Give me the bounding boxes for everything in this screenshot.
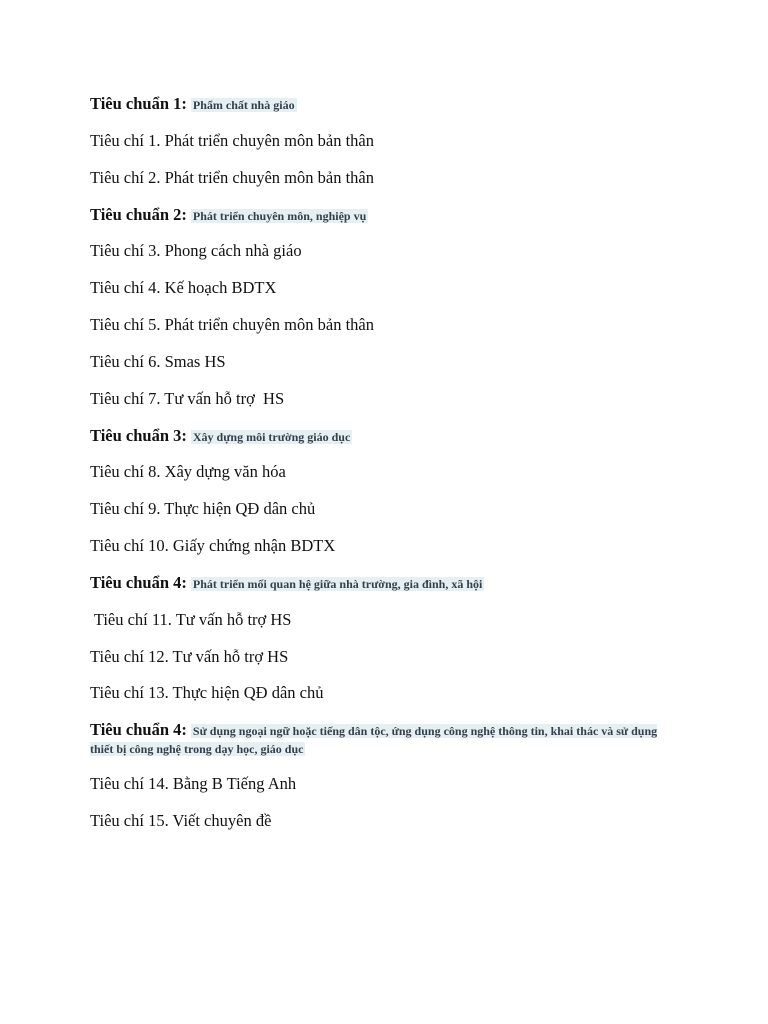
standard-label: Tiêu chuẩn 3: xyxy=(90,426,187,445)
criterion-item: Tiêu chí 15. Viết chuyên đề xyxy=(90,811,272,830)
criterion-item: Tiêu chí 13. Thực hiện QĐ dân chủ xyxy=(90,683,324,702)
criterion-item: Tiêu chí 6. Smas HS xyxy=(90,352,226,371)
criterion-item: Tiêu chí 11. Tư vấn hỗ trợ HS xyxy=(90,610,292,629)
criterion-item: Tiêu chí 9. Thực hiện QĐ dân chủ xyxy=(90,499,316,518)
standard-label: Tiêu chuẩn 4: xyxy=(90,573,187,592)
standard-label: Tiêu chuẩn 4: xyxy=(90,720,187,739)
standard-label: Tiêu chuẩn 1: xyxy=(90,94,187,113)
standard-title: Sử dụng ngoại ngữ hoặc tiếng dân tộc, ứng dụng công nghệ thông tin, khai thác và sử dụng thiết bị công nghệ trong dạy học, giáo dục xyxy=(90,724,658,756)
criterion-item: Tiêu chí 2. Phát triển chuyên môn bản thân xyxy=(90,168,374,187)
criterion-item: Tiêu chí 7. Tư vấn hỗ trợ HS xyxy=(90,389,285,408)
criterion-item: Tiêu chí 10. Giấy chứng nhận BDTX xyxy=(90,536,336,555)
criterion-item: Tiêu chí 8. Xây dựng văn hóa xyxy=(90,462,286,481)
standard-heading xyxy=(90,94,690,115)
standard-title: Phát triển mối quan hệ giữa nhà trường, gia đình, xã hội xyxy=(192,577,483,591)
criterion-item: Tiêu chí 14. Bằng B Tiếng Anh xyxy=(90,774,297,793)
standard-heading xyxy=(90,573,690,594)
standard-title: Phát triển chuyên môn, nghiệp vụ xyxy=(192,209,367,223)
standard-title: Phẩm chất nhà giáo xyxy=(192,98,295,112)
standard-heading xyxy=(90,426,690,447)
criterion-item: Tiêu chí 1. Phát triển chuyên môn bản thân xyxy=(90,131,374,150)
criterion-item: Tiêu chí 3. Phong cách nhà giáo xyxy=(90,241,302,260)
criterion-item: Tiêu chí 4. Kế hoạch BDTX xyxy=(90,278,277,297)
standard-heading xyxy=(90,721,682,758)
standard-title: Xây dựng môi trường giáo dục xyxy=(192,430,351,444)
standard-label: Tiêu chuẩn 2: xyxy=(90,205,187,224)
criterion-item: Tiêu chí 5. Phát triển chuyên môn bản thân xyxy=(90,315,374,334)
standard-heading xyxy=(90,205,690,226)
criterion-item: Tiêu chí 12. Tư vấn hỗ trợ HS xyxy=(90,647,289,666)
